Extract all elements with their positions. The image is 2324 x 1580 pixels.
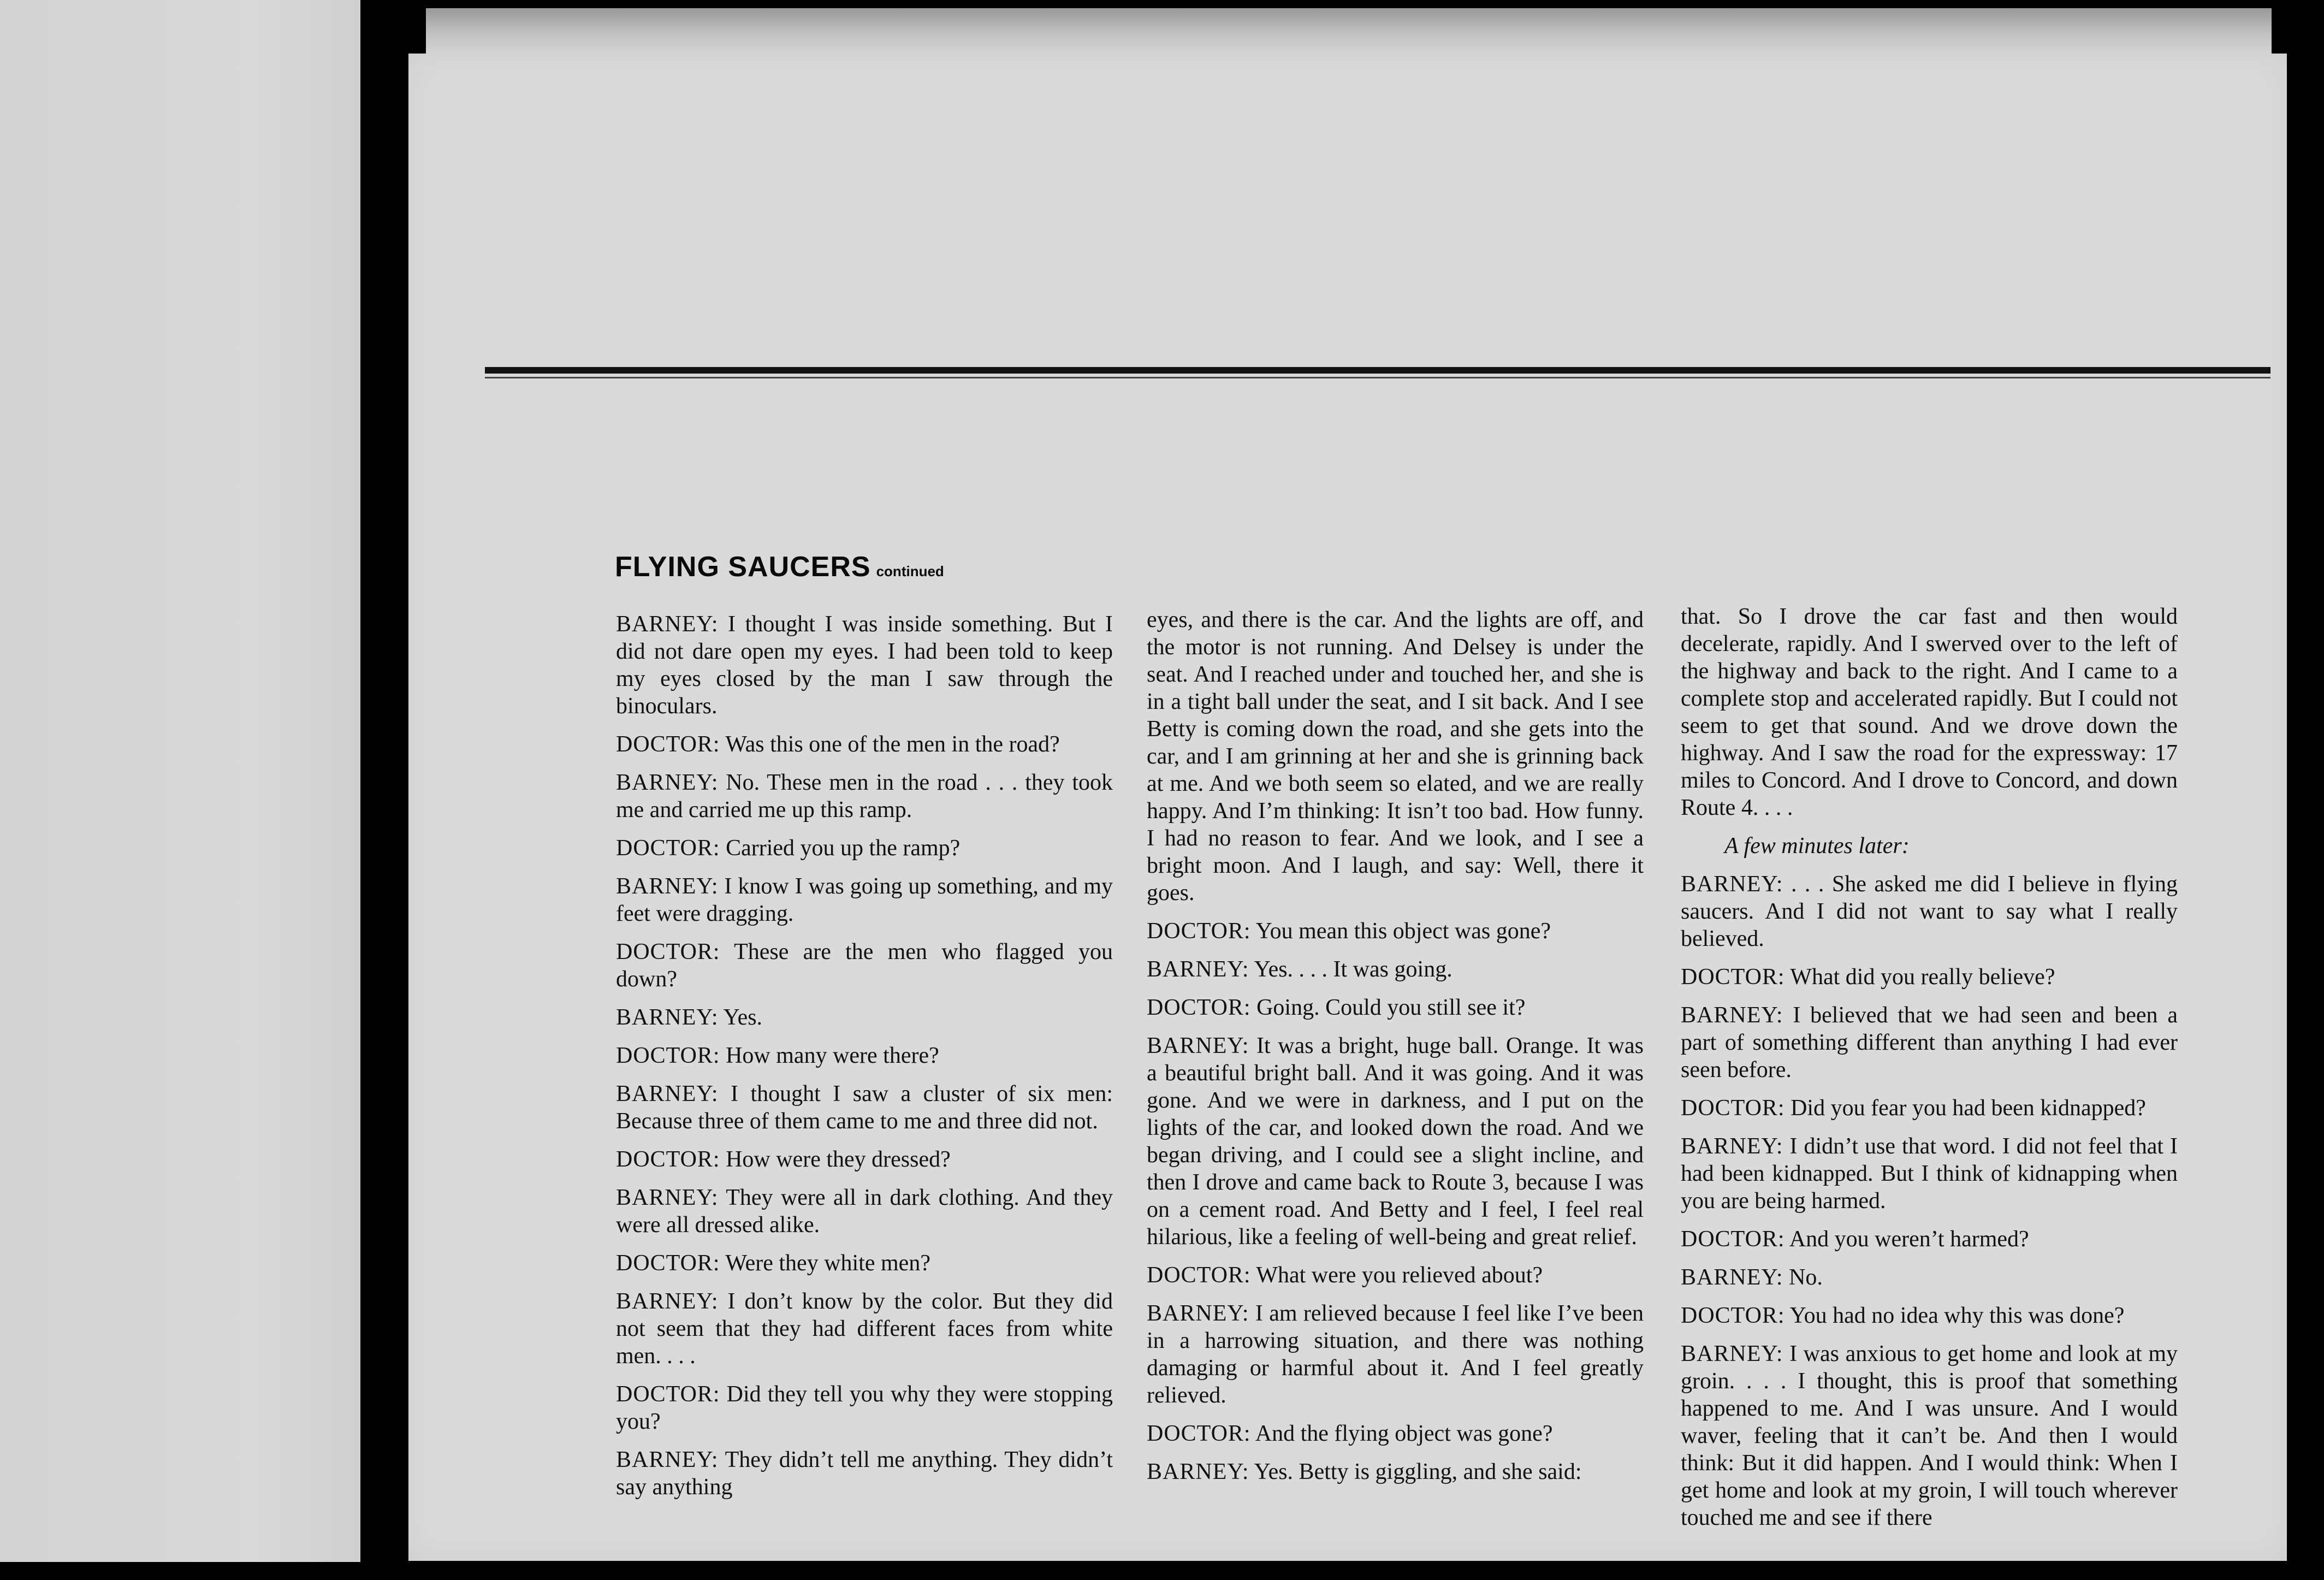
- dialogue-paragraph: [1147, 1262, 1644, 1289]
- dialogue-text: And the flying object was gone?: [1250, 1421, 1553, 1446]
- dialogue-paragraph: [1147, 918, 1644, 945]
- dialogue-text: Yes.: [718, 1005, 763, 1030]
- speaker-label: DOCTOR:: [1147, 1263, 1251, 1288]
- speaker-label: DOCTOR:: [616, 732, 720, 757]
- text-column-3: [1681, 603, 2178, 1531]
- film-bottom-edge: [408, 1561, 2287, 1580]
- speaker-label: BARNEY:: [1681, 1134, 1783, 1159]
- dialogue-text: They were all in dark clothing. And they were all dressed alike.: [616, 1185, 1113, 1238]
- dialogue-text: I am relieved because I feel like I’ve been in a harrowing situation, and there was nothing damaging or harmful about it. And I feel greatly relieved.: [1147, 1301, 1644, 1408]
- header-rule-thin: [485, 377, 2270, 378]
- dialogue-text: Was this one of the men in the road?: [720, 732, 1060, 757]
- dialogue-text: You mean this object was gone?: [1250, 919, 1551, 944]
- speaker-label: BARNEY:: [616, 1185, 719, 1210]
- dialogue-text: These are the men who flagged you down?: [616, 939, 1113, 992]
- dialogue-text: that. So I drove the car fast and then would decelerate, rapidly. And I swerved over to the left of the highway and back to the right. And I came to a complete stop and accelerated rapidly. But I could not seem to get that sound. And we drove down the highway. And I saw the road for the expressway: 17 miles to Concord. And I drove to Concord, and down Route 4. . . .: [1681, 604, 2178, 820]
- dialogue-paragraph: [1681, 1002, 2178, 1084]
- dialogue-paragraph: [1147, 994, 1644, 1021]
- dialogue-paragraph: [1681, 603, 2178, 821]
- dialogue-paragraph: [616, 1146, 1113, 1173]
- dialogue-text: Yes. Betty is giggling, and she said:: [1249, 1459, 1582, 1484]
- speaker-label: DOCTOR:: [616, 939, 720, 964]
- dialogue-paragraph: [616, 731, 1113, 758]
- speaker-label: DOCTOR:: [616, 1382, 720, 1407]
- dialogue-text: I know I was going up something, and my feet were dragging.: [616, 874, 1113, 926]
- dialogue-text: I didn’t use that word. I did not feel that I had been kidnapped. But I think of kidnapping when you are being harmed.: [1681, 1134, 2178, 1214]
- dialogue-paragraph: [616, 1042, 1113, 1069]
- dialogue-paragraph: [616, 1381, 1113, 1435]
- dialogue-text: I was anxious to get home and look at my groin. . . . I thought, this is proof that something happened to me. And I was unsure. And I would waver, feeling that it can’t be. And then I would think: But it did happen. And I would think: When I get home and look at my groin, I will touch wherever touched me and see if there: [1681, 1341, 2178, 1530]
- dialogue-paragraph: [1724, 832, 2178, 860]
- article-title: FLYING SAUCERS: [615, 551, 871, 583]
- dialogue-text: No. These men in the road . . . they took me and carried me up this ramp.: [616, 770, 1113, 822]
- speaker-label: DOCTOR:: [1147, 995, 1251, 1020]
- dialogue-paragraph: [1681, 1094, 2178, 1122]
- speaker-label: BARNEY:: [616, 874, 719, 899]
- speaker-label: BARNEY:: [1147, 957, 1249, 982]
- dialogue-text: I don’t know by the color. But they did not seem that they had different faces from white men. . . .: [616, 1289, 1113, 1369]
- dialogue-text: It was a bright, huge ball. Orange. It was a beautiful bright ball. And it was going. And it was gone. And we were in darkness, and I put on the lights of the car, and looked down the road. And we began driving, and I could see a slight incline, and then I drove and came back to Route 3, because I was on a cement road. And Betty and I feel, I feel real hilarious, like a feeling of well-being and great relief.: [1147, 1033, 1644, 1250]
- dialogue-paragraph: [1147, 1032, 1644, 1251]
- dialogue-paragraph: [1681, 1264, 2178, 1291]
- dialogue-text: You had no idea why this was done?: [1784, 1303, 2125, 1328]
- speaker-label: DOCTOR:: [1681, 964, 1785, 990]
- dialogue-paragraph: [616, 1080, 1113, 1135]
- dialogue-text: eyes, and there is the car. And the lights are off, and the motor is not running. And Delsey is under the seat. And I reached under and touched her, and she is in a tight ball under the seat, and I sit back. And I see Betty is coming down the road, and she gets into the car, and I am grinning at her and she is grinning back at me. And we both seem so elated, and we are really happy. And I’m thinking: It isn’t too bad. How funny. I had no reason to fear. And we look, and I see a bright moon. And I laugh, and say: Well, there it goes.: [1147, 607, 1644, 906]
- dialogue-text: How were they dressed?: [720, 1147, 951, 1172]
- continued-label: continued: [876, 563, 944, 579]
- dialogue-paragraph: [1681, 1133, 2178, 1215]
- dialogue-text: I thought I was inside something. But I did not dare open my eyes. I had been told to keep my eyes closed by the man I saw through the binoculars.: [616, 612, 1113, 719]
- dialogue-paragraph: [616, 1288, 1113, 1370]
- dialogue-paragraph: [616, 611, 1113, 720]
- dialogue-paragraph: [616, 873, 1113, 927]
- dialogue-text: Carried you up the ramp?: [720, 836, 961, 861]
- dialogue-paragraph: [616, 938, 1113, 993]
- dialogue-paragraph: [1681, 1340, 2178, 1531]
- dialogue-text: I believed that we had seen and been a part of something different than anything I had ever seen before.: [1681, 1003, 2178, 1082]
- speaker-label: DOCTOR:: [1147, 919, 1251, 944]
- header-rule: [485, 367, 2270, 374]
- speaker-label: DOCTOR:: [1681, 1303, 1785, 1328]
- speaker-label: BARNEY:: [616, 1081, 719, 1106]
- speaker-label: BARNEY:: [616, 1005, 719, 1030]
- text-column-1: [616, 611, 1113, 1539]
- speaker-label: DOCTOR:: [616, 1251, 720, 1276]
- dialogue-paragraph: [1147, 1300, 1644, 1409]
- speaker-label: BARNEY:: [616, 770, 719, 795]
- dialogue-paragraph: [616, 1004, 1113, 1031]
- speaker-label: DOCTOR:: [1681, 1227, 1785, 1252]
- dialogue-paragraph: [1681, 963, 2178, 991]
- speaker-label: BARNEY:: [1681, 1003, 1783, 1028]
- speaker-label: BARNEY:: [616, 612, 719, 637]
- dialogue-paragraph: [1681, 1226, 2178, 1253]
- dialogue-text: And you weren’t harmed?: [1784, 1227, 2029, 1252]
- speaker-label: DOCTOR:: [1147, 1421, 1251, 1446]
- dialogue-paragraph: [1681, 871, 2178, 952]
- dialogue-text: Going. Could you still see it?: [1250, 995, 1526, 1020]
- dialogue-text: . . . She asked me did I believe in flying saucers. And I did not want to say what I really believed.: [1681, 872, 2178, 951]
- dialogue-text: How many were there?: [720, 1043, 939, 1068]
- dialogue-text: Did they tell you why they were stopping you?: [616, 1382, 1113, 1434]
- dialogue-paragraph: [616, 1446, 1113, 1501]
- speaker-label: BARNEY:: [1147, 1301, 1249, 1326]
- speaker-label: BARNEY:: [1147, 1033, 1249, 1058]
- speaker-label: BARNEY:: [1147, 1459, 1249, 1484]
- dialogue-paragraph: [1147, 606, 1644, 907]
- speaker-label: BARNEY:: [1681, 1341, 1783, 1366]
- dialogue-paragraph: [1147, 956, 1644, 983]
- text-column-2: [1147, 606, 1644, 1535]
- adjacent-page-edge: [0, 0, 360, 1562]
- dialogue-paragraph: [616, 835, 1113, 862]
- dialogue-text: No.: [1783, 1265, 1823, 1290]
- dialogue-text: They didn’t tell me anything. They didn’t say anything: [616, 1447, 1113, 1500]
- dialogue-text: A few minutes later:: [1724, 833, 1910, 859]
- dialogue-paragraph: [1681, 1302, 2178, 1329]
- speaker-label: DOCTOR:: [616, 836, 720, 861]
- dialogue-paragraph: [616, 1184, 1113, 1239]
- speaker-label: BARNEY:: [1681, 872, 1783, 897]
- speaker-label: BARNEY:: [616, 1447, 719, 1472]
- dialogue-text: Were they white men?: [720, 1251, 930, 1276]
- speaker-label: DOCTOR:: [616, 1043, 720, 1068]
- dialogue-paragraph: [1147, 1458, 1644, 1486]
- dialogue-text: I thought I saw a cluster of six men: Because three of them came to me and three did not.: [616, 1081, 1113, 1134]
- dialogue-paragraph: [616, 769, 1113, 824]
- speaker-label: BARNEY:: [1681, 1265, 1783, 1290]
- dialogue-paragraph: [1147, 1420, 1644, 1447]
- adjacent-page-top: [426, 8, 2272, 55]
- speaker-label: DOCTOR:: [616, 1147, 720, 1172]
- article-header: [615, 551, 944, 583]
- speaker-label: DOCTOR:: [1681, 1096, 1785, 1121]
- dialogue-text: What did you really believe?: [1784, 964, 2055, 990]
- speaker-label: BARNEY:: [616, 1289, 719, 1314]
- dialogue-paragraph: [616, 1250, 1113, 1277]
- dialogue-text: Did you fear you had been kidnapped?: [1784, 1096, 2146, 1121]
- dialogue-text: What were you relieved about?: [1250, 1263, 1543, 1288]
- dialogue-text: Yes. . . . It was going.: [1249, 957, 1452, 982]
